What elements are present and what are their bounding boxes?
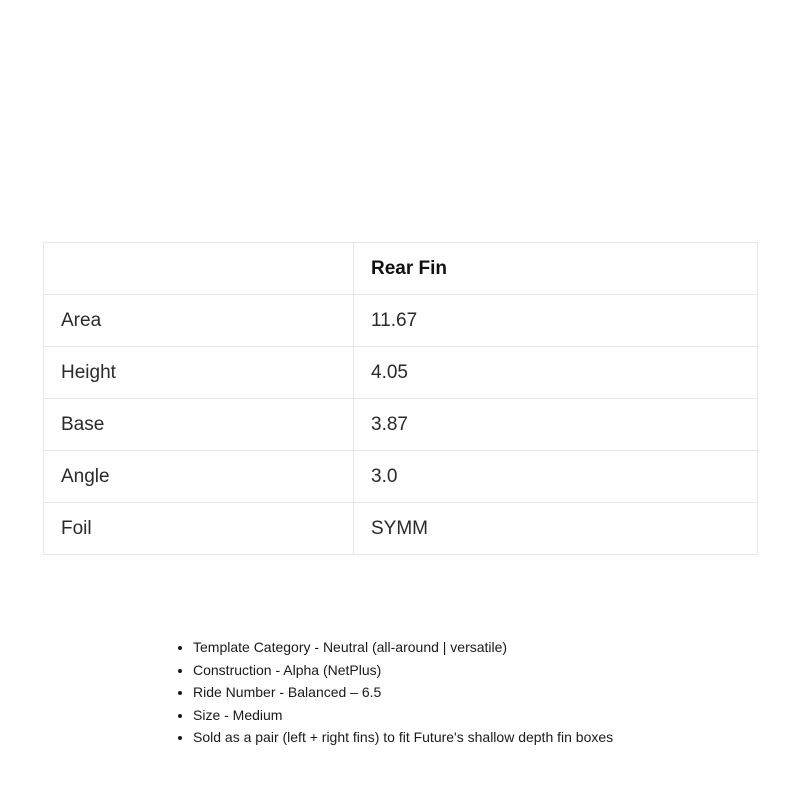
table-row [44,503,758,555]
header-cell-empty [44,243,354,295]
feature-item-template-category: • Template Category - Neutral (all-around | versatile) [193,636,613,659]
header-cell-rear-fin: Rear Fin [354,243,758,295]
table-header-row [44,243,758,295]
row-label: Base [44,399,354,451]
table-row [44,347,758,399]
row-value: 3.87 [354,399,758,451]
table-row [44,399,758,451]
table-row [44,295,758,347]
row-value: 11.67 [354,295,758,347]
feature-item-size: • Size - Medium [193,704,613,727]
row-value: 4.05 [354,347,758,399]
feature-item-ride-number: • Ride Number - Balanced – 6.5 [193,681,613,704]
row-value: 3.0 [354,451,758,503]
feature-item-construction: • Construction - Alpha (NetPlus) [193,659,613,682]
feature-list [175,636,613,749]
row-label: Area [44,295,354,347]
fin-specs-table [43,242,758,555]
row-label: Angle [44,451,354,503]
table-row [44,451,758,503]
row-label: Height [44,347,354,399]
row-value: SYMM [354,503,758,555]
feature-item-sold-as-pair: • Sold as a pair (left + right fins) to fit Future's shallow depth fin boxes [193,726,613,749]
row-label: Foil [44,503,354,555]
